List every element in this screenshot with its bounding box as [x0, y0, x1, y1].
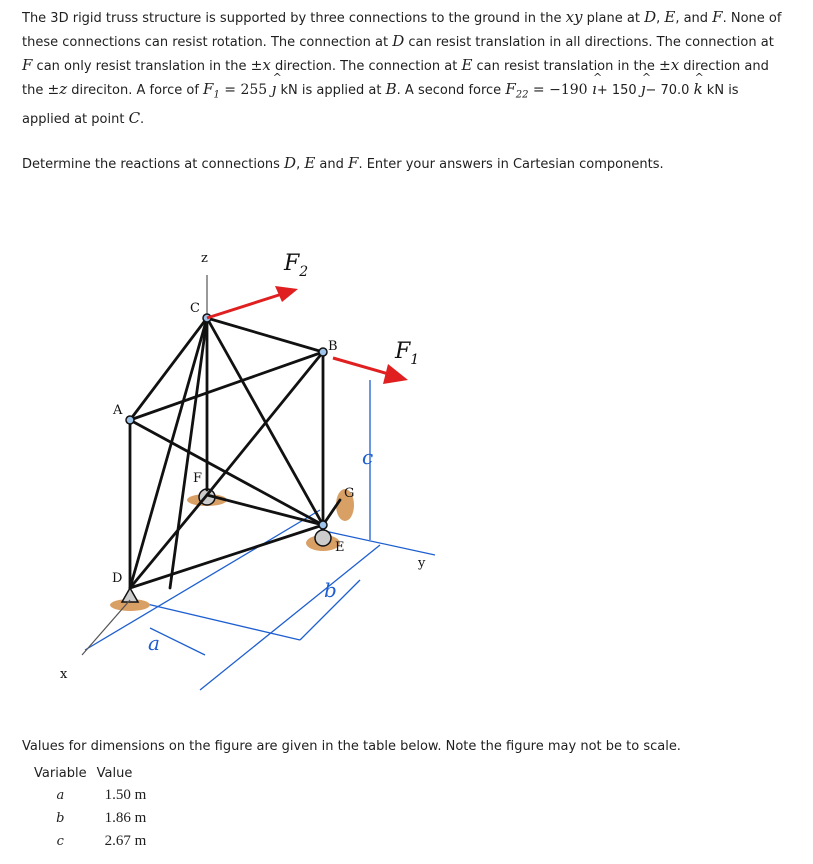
task-statement: Determine the reactions at connections D, E and F. Enter your answers in Cartesian components.	[22, 154, 664, 172]
joint-e	[319, 521, 327, 529]
label-f-node: F	[193, 471, 203, 486]
label-x: x	[60, 667, 68, 682]
label-dim-a: a	[148, 631, 160, 655]
table-row: a 1.50 m	[56, 787, 147, 803]
label-d-node: D	[112, 571, 123, 586]
label-dim-b: b	[324, 578, 337, 602]
joint-b	[319, 348, 327, 356]
force-f1-symbol: F	[203, 80, 214, 98]
supports	[110, 489, 354, 611]
force-f2-arrow	[207, 294, 282, 318]
truss-members	[130, 318, 340, 588]
header-value: Value	[96, 765, 133, 781]
table-row: b 1.86 m	[56, 810, 147, 826]
label-dim-c: c	[362, 445, 374, 469]
force-f1-arrow	[333, 358, 392, 375]
label-c-node: C	[190, 301, 200, 316]
label-e-node: E	[335, 540, 345, 555]
table-row: c 2.67 m	[56, 833, 147, 849]
dimension-lines	[85, 380, 435, 690]
label-y: y	[418, 556, 426, 571]
header-variable: Variable	[34, 765, 87, 781]
problem-statement: The 3D rigid truss structure is supported by three connections to the ground in the xy plane at D, E, and F. None of these connections can resist rotation. The connection at D can resist translation in all directions. The connection at F can only resist translation in the ±x direction. The connection at E can resist translation in the ±x direction and the ±z direciton. A force of $F_1 = 255$ ȷ ^ kN is applied at B. A second force $F_{22} = -190$ ı ^+ 150 ȷ ^− 70.0 k ^ kN is applied at point C.	[22, 6, 782, 131]
label-b-node: B	[328, 339, 338, 354]
figure-note: Values for dimensions on the figure are given in the table below. Note the figure may not be to scale.	[22, 739, 681, 754]
label-f2: $F_2$	[284, 251, 309, 280]
label-g-node: G	[344, 486, 355, 501]
label-f1: $F_1$	[395, 339, 420, 368]
dimension-table	[30, 762, 150, 853]
force-f2-symbol: F	[505, 80, 516, 98]
joint-a	[126, 416, 134, 424]
label-z: z	[201, 251, 208, 266]
truss-figure	[0, 210, 813, 710]
label-a-node: A	[113, 403, 123, 418]
math-xy: xy	[565, 8, 583, 26]
